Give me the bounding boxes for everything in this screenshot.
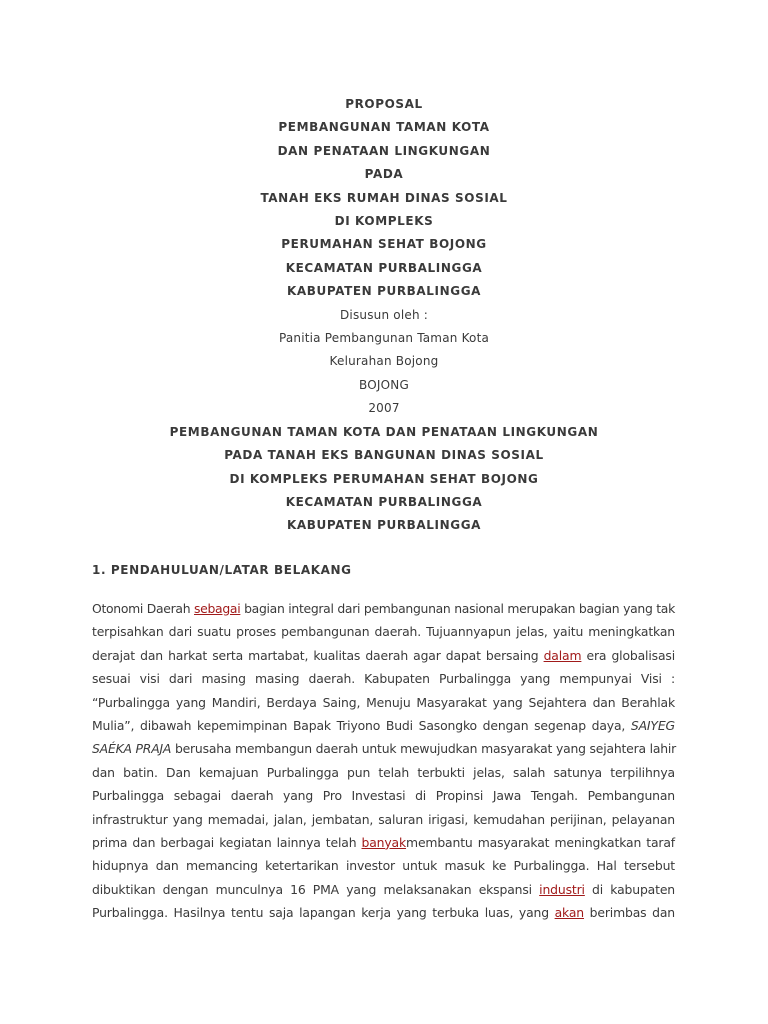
text-run: di kabupaten [584, 881, 675, 897]
paragraph-line: hidupnya dan memancing ketertarikan investor untuk masuk ke Purbalingga. Hal tersebut [92, 858, 675, 874]
paragraph-line: infrastruktur yang memadai, jalan, jembatan, saluran irigasi, kemudahan perijinan, pelayanan [92, 811, 675, 827]
author-line: Panitia Pembangunan Taman Kota [278, 331, 490, 346]
paragraph-line: sesuai visi dari masing masing daerah. Kabupaten Purbalingga yang mempunyai Visi : [92, 671, 675, 687]
subtitle-line: KABUPATEN PURBALINGGA [286, 518, 482, 533]
italic-motto: SAÉKA PRAJA [92, 741, 172, 757]
title-block [0, 93, 768, 538]
paragraph-line [92, 644, 675, 667]
section-heading: 1. PENDAHULUAN/LATAR BELAKANG [92, 563, 352, 577]
link-banyak[interactable]: banyak [361, 834, 407, 850]
subtitle-line: PEMBANGUNAN TAMAN KOTA DAN PENATAAN LINGKUNGAN [169, 424, 599, 439]
text-run: prima dan berbagai kegiatan lainnya telah [92, 834, 362, 850]
subtitle-line: DI KOMPLEKS PERUMAHAN SEHAT BOJONG [229, 471, 539, 486]
text-run: derajat dan harkat serta martabat, kualitas daerah agar dapat bersaing [92, 647, 544, 663]
title-line: KABUPATEN PURBALINGGA [286, 284, 482, 299]
link-sebagai[interactable]: sebagai [194, 601, 241, 616]
text-run: Mulia”, dibawah kepemimpinan Bapak Triyono Budi Sasongko dengan segenap daya, [92, 717, 631, 733]
title-line: PROPOSAL [345, 97, 423, 111]
title-line: DI KOMPLEKS [334, 214, 434, 229]
title-line: TANAH EKS RUMAH DINAS SOSIAL [260, 190, 508, 205]
paragraph-line: Purbalingga sebagai daerah yang Pro Investasi di Propinsi Jawa Tengah. Pembangunan [92, 788, 675, 804]
paragraph-line: “Purbalingga yang Mandiri, Berdaya Saing, Menuju Masyarakat yang Sejahtera dan Berahlak [92, 694, 675, 710]
text-run: era globalisasi [581, 647, 675, 663]
author-line: 2007 [368, 401, 400, 416]
paragraph-line: dan batin. Dan kemajuan Purbalingga pun telah terbukti jelas, salah satunya terpilihnya [92, 764, 675, 780]
subtitle-line: KECAMATAN PURBALINGGA [285, 494, 483, 509]
author-line: Kelurahan Bojong [329, 354, 439, 369]
italic-motto: SAIYEG [630, 717, 675, 733]
text-run: dibuktikan dengan munculnya 16 PMA yang melaksanakan ekspansi [92, 881, 540, 897]
text-run: membantu masyarakat meningkatkan taraf [406, 834, 675, 850]
text-run: Purbalingga. Hasilnya tentu saja lapangan kerja yang terbuka luas, yang [92, 905, 555, 921]
body-paragraph [92, 597, 675, 924]
link-akan[interactable]: akan [554, 905, 585, 921]
link-dalam[interactable]: dalam [543, 647, 582, 663]
author-line: BOJONG [359, 377, 409, 392]
paragraph-line [92, 831, 675, 854]
paragraph-line [92, 597, 675, 620]
paragraph-line [92, 714, 675, 737]
subtitle-line: PADA TANAH EKS BANGUNAN DINAS SOSIAL [224, 448, 544, 463]
paragraph-line [92, 878, 675, 901]
text-run: berusaha membangun daerah untuk mewujudkan masyarakat yang sejahtera lahir [171, 741, 677, 757]
link-industri[interactable]: industri [539, 881, 585, 897]
text-run: bagian integral dari pembangunan nasional merupakan bagian yang tak [240, 601, 675, 616]
title-line: PEMBANGUNAN TAMAN KOTA [278, 120, 490, 135]
author-line: Disusun oleh : [339, 307, 429, 322]
title-line: PERUMAHAN SEHAT BOJONG [281, 237, 487, 252]
text-run: Otonomi Daerah [92, 601, 195, 616]
title-line: KECAMATAN PURBALINGGA [285, 260, 483, 275]
paragraph-line [92, 737, 675, 760]
paragraph-line: terpisahkan dari suatu proses pembangunan daerah. Tujuannyapun jelas, yaitu meningkatkan [92, 624, 675, 640]
title-line: DAN PENATAAN LINGKUNGAN [277, 143, 491, 158]
text-run: berimbas dan [584, 905, 675, 921]
paragraph-line [92, 901, 675, 924]
title-line: PADA [364, 167, 404, 182]
